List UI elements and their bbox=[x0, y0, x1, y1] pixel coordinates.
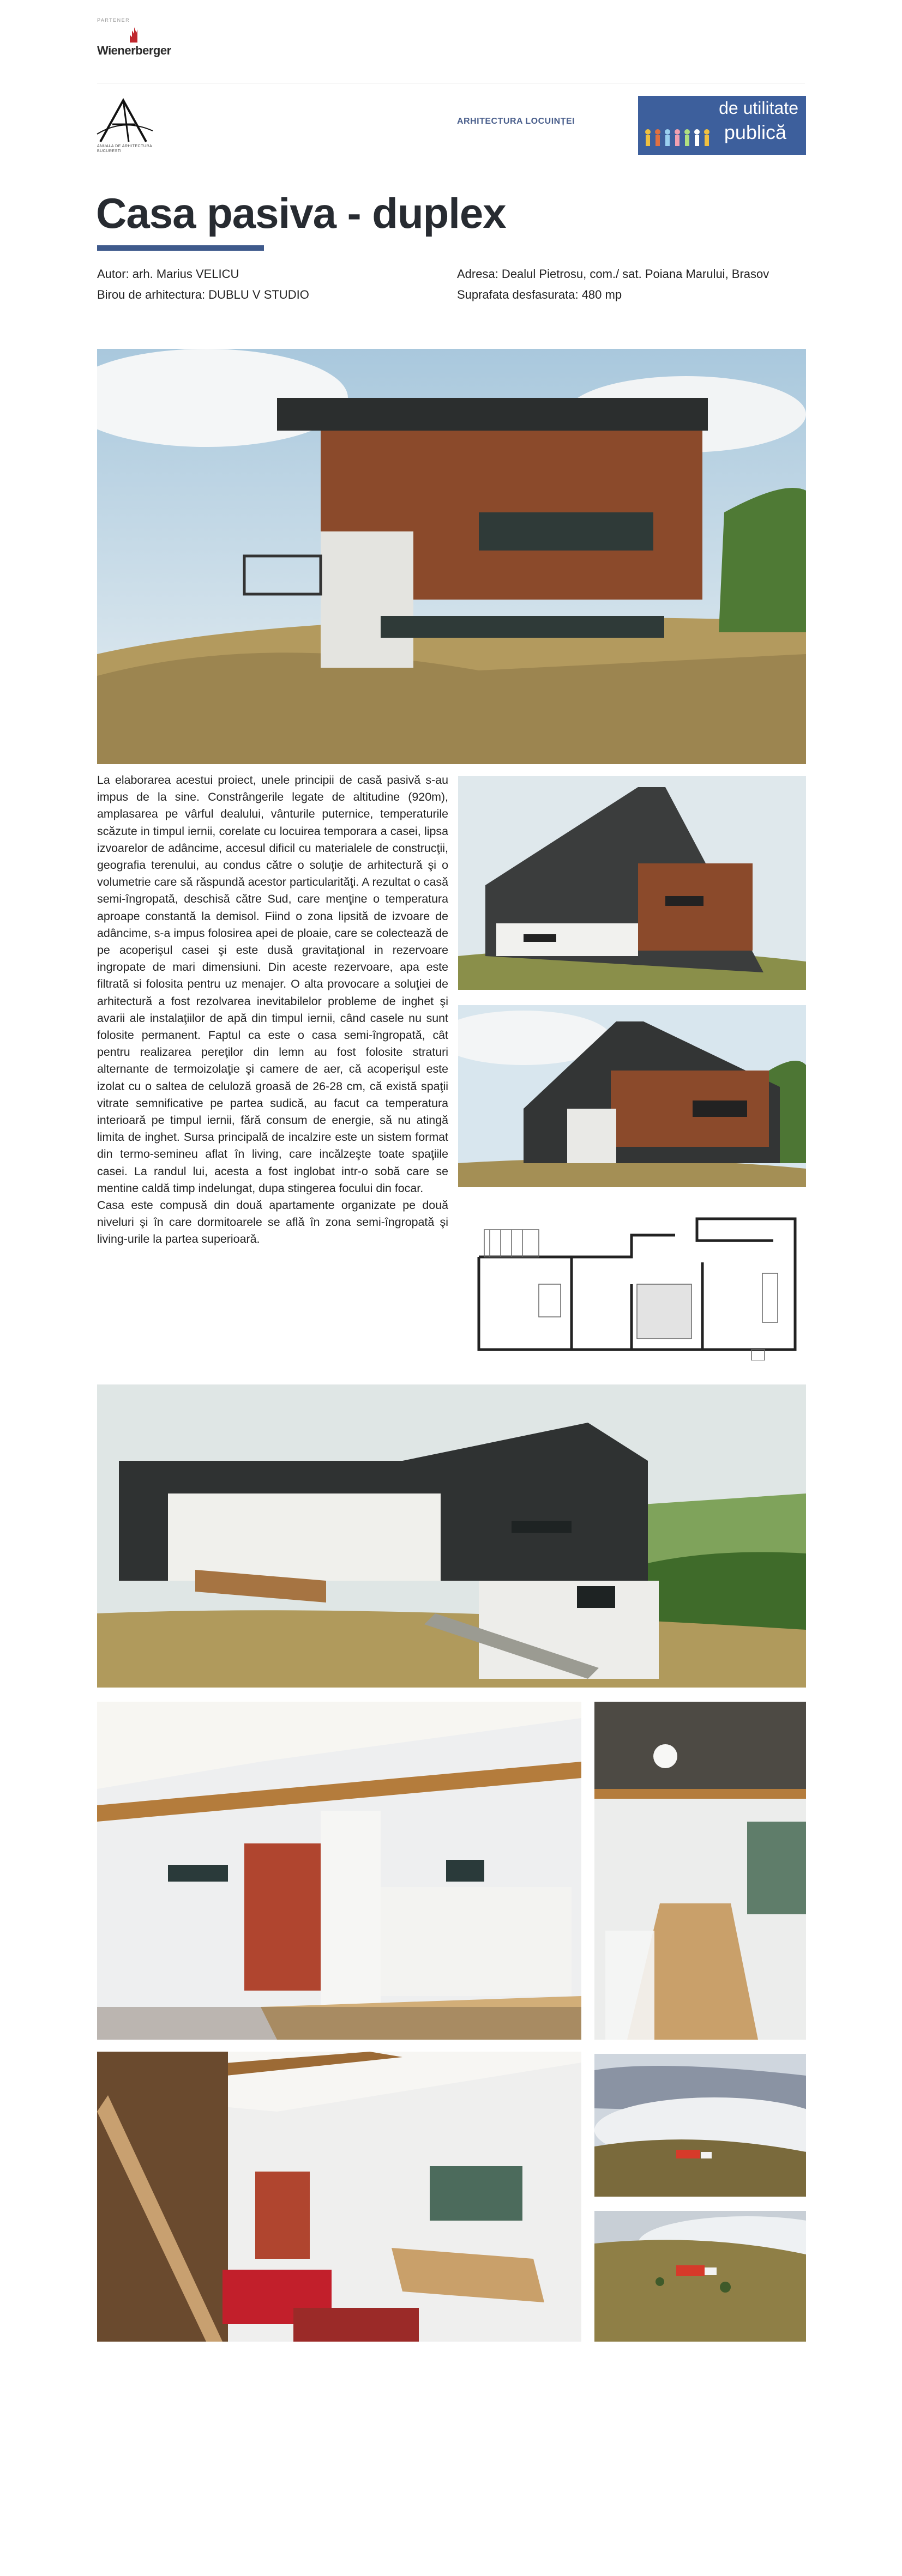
project-description bbox=[97, 772, 448, 1248]
floor-plan-drawing[interactable] bbox=[468, 1197, 803, 1360]
office-line: Birou de arhitectura: DUBLU V STUDIO bbox=[97, 288, 309, 301]
landscape-image bbox=[594, 2054, 806, 2197]
exterior-east-photo[interactable] bbox=[458, 776, 806, 990]
aerial-hill-photo[interactable] bbox=[594, 2211, 806, 2342]
badge-text-line2: publică bbox=[724, 121, 786, 143]
interior-image bbox=[97, 1702, 581, 2040]
category-label[interactable]: ARHITECTURA LOCUINȚEI bbox=[457, 117, 575, 126]
people-icon bbox=[642, 128, 713, 150]
title-underline bbox=[97, 245, 264, 251]
badge-text-line1: de utilitate bbox=[719, 98, 798, 118]
floor-plan-image bbox=[468, 1197, 803, 1360]
interior-dining-photo[interactable] bbox=[594, 1702, 806, 2040]
interior-living-photo[interactable] bbox=[97, 2052, 581, 2342]
description-paragraph: La elaborarea acestui proiect, unele principii de casă pasivă s-au impus de la sine. Constrângerile legate de altitudine (920m), amplasarea pe vârful dealului, vânturile puternice, temperaturile scăzute in timpul iernii, corelate cu locuirea temporara a casei, lipsa izvoarelor de adâncime, accesul dificil cu materialele de construcţii, geografia terenului, au condus către o soluţie de arhitectură şi o volumetrie care să răspundă acestor particularităţi. A rezultat o casă semi-îngropată, deschisă către Sud, care menţine o temperatura aproape constantă la demisol. Fiind o zona lipsită de izvoare de adâncime, s-a impus folosirea apei de ploaie, care se colectează de pe acoperişul casei şi este dusă gravitaţional in rezervoare ingropate de mari dimensiuni. Din aceste rezervoare, apa este filtrată si folosita pentru uz menajer. O alta provocare a soluţiei de arhitectură a fost rezolvarea inevitabilelor probleme de inghet şi avarii ale instalaţiilor de apă din timpul iernii, când casele nu sunt folosite permanent. Faptul ca este o casa semi-îngropată, cât pentru realizarea pereţilor din lemn au fost folosite straturi alternante de termoizolaţie şi camere de aer, că acoperişul este izolat cu o saltea de celuloză groasă de 26-28 cm, că există spaţii vitrate semnificative pe partea sudică, au facut ca temperatura interioară pe timpul iernii, fără consum de energie, să nu atingă limita de inghet. Sursa principală de incalzire este un sistem format din termo-semineu aflat în living, care incălzeşte toate spaţiile casei. La randul lui, acesta a fost inglobat intr-o sobă care se mentine caldă timp indelungat, dupa stingerea focului din focar. bbox=[97, 773, 448, 1195]
author-line: Autor: arh. Marius VELICU bbox=[97, 267, 239, 281]
area-line: Suprafata desfasurata: 480 mp bbox=[457, 288, 622, 301]
hero-exterior-photo[interactable] bbox=[97, 349, 806, 764]
utilitate-publica-badge[interactable] bbox=[638, 96, 806, 155]
project-details bbox=[457, 264, 769, 305]
project-title: Casa pasiva - duplex bbox=[96, 189, 506, 237]
exterior-north-photo[interactable] bbox=[97, 1384, 806, 1688]
house-exterior-image bbox=[97, 349, 806, 764]
anuala-logo-caption: ANUALA DE ARHITECTURA BUCURESTI bbox=[97, 144, 152, 153]
partner-label: PARTENER bbox=[97, 17, 130, 23]
wienerberger-logo-text: Wienerberger bbox=[97, 44, 171, 57]
anuala-a-logo-icon bbox=[96, 96, 156, 145]
house-exterior-image bbox=[458, 776, 806, 990]
house-exterior-image bbox=[97, 1384, 806, 1688]
project-credits bbox=[97, 264, 309, 305]
interior-image bbox=[594, 1702, 806, 2040]
address-line: Adresa: Dealul Pietrosu, com./ sat. Poiana Marului, Brasov bbox=[457, 267, 769, 281]
description-paragraph: Casa este compusă din două apartamente organizate pe două niveluri şi în care dormitoarele se află în zona semi-îngropată şi living-urile la partea superioară. bbox=[97, 1199, 448, 1246]
interior-image bbox=[97, 2052, 581, 2342]
wienerberger-flame-icon bbox=[96, 27, 200, 44]
interior-kitchen-photo[interactable] bbox=[97, 1702, 581, 2040]
aerial-fog-photo[interactable] bbox=[594, 2054, 806, 2197]
exterior-south-photo[interactable] bbox=[458, 1005, 806, 1187]
house-exterior-image bbox=[458, 1005, 806, 1187]
landscape-image bbox=[594, 2211, 806, 2342]
